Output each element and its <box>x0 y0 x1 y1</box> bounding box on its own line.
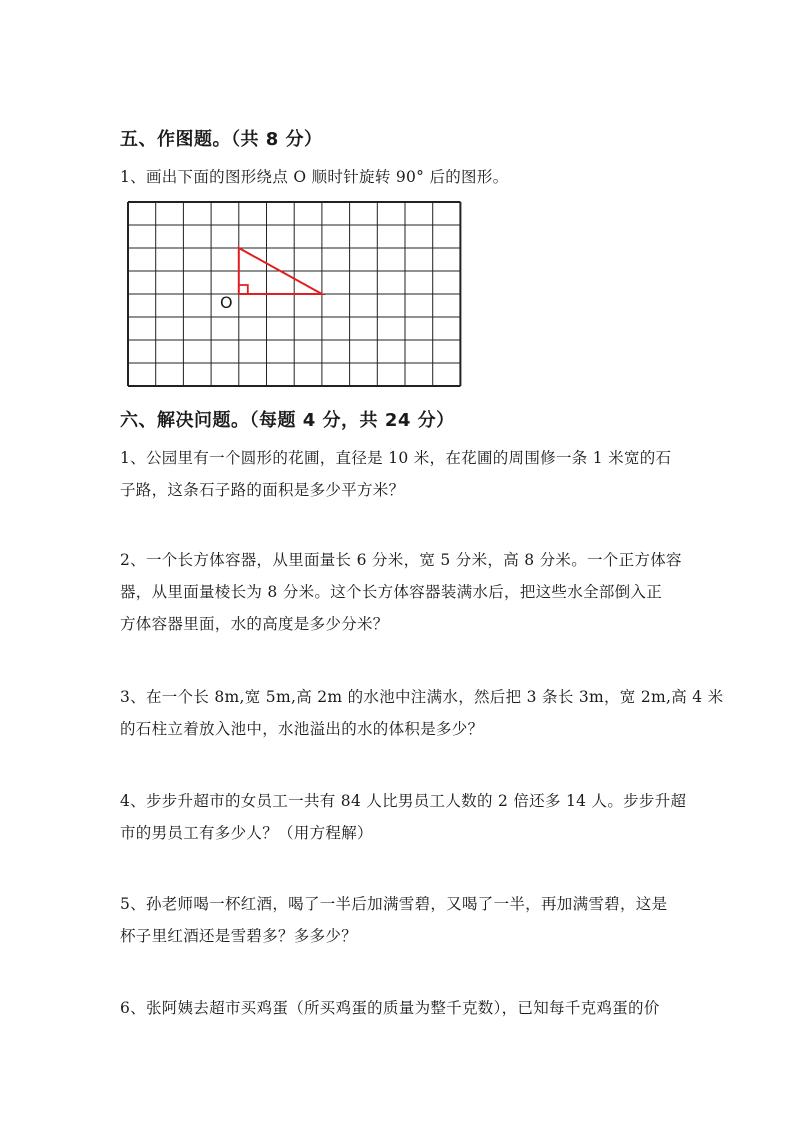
question-2-line-1: 2、一个长方体容器，从里面量长 6 分米，宽 5 分米，高 8 分米。一个正方体容 <box>120 551 682 569</box>
question-4-line-2: 市的男员工有多少人？（用方程解） <box>120 824 373 842</box>
question-6-line-1: 6、张阿姨去超市买鸡蛋（所买鸡蛋的质量为整千克数），已知每千克鸡蛋的价 <box>120 999 660 1017</box>
question-3-line-1: 3、在一个长 8m,宽 5m,高 2m 的水池中注满水，然后把 3 条长 3m，宽 2m,高 4 米 <box>120 688 724 706</box>
section-5-question-1: 1、画出下面的图形绕点 O 顺时针旋转 90° 后的图形。 <box>120 168 509 186</box>
rotation-grid-figure <box>126 200 463 388</box>
point-o-label: O <box>220 293 233 312</box>
right-angle-marker <box>239 285 248 294</box>
section-5-heading: 五、作图题。（共 8 分） <box>120 129 323 150</box>
question-2-line-2: 器，从里面量棱长为 8 分米。这个长方体容器装满水后，把这些水全部倒入正 <box>120 583 663 601</box>
question-5-line-1: 5、孙老师喝一杯红酒，喝了一半后加满雪碧，又喝了一半，再加满雪碧，这是 <box>120 895 668 913</box>
question-1-line-2: 子路，这条石子路的面积是多少平方米？ <box>120 481 405 499</box>
question-3-line-2: 的石柱立着放入池中，水池溢出的水的体积是多少？ <box>120 720 484 738</box>
question-2-line-3: 方体容器里面，水的高度是多少分米？ <box>120 615 389 633</box>
section-6-heading: 六、解决问题。（每题 4 分，共 24 分） <box>120 410 455 431</box>
question-4-line-1: 4、步步升超市的女员工一共有 84 人比男员工人数的 2 倍还多 14 人。步步升超 <box>120 792 687 810</box>
question-1-line-1: 1、公园里有一个圆形的花圃，直径是 10 米，在花圃的周围修一条 1 米宽的石 <box>120 449 672 467</box>
question-5-line-2: 杯子里红酒还是雪碧多？多多少？ <box>120 927 358 945</box>
